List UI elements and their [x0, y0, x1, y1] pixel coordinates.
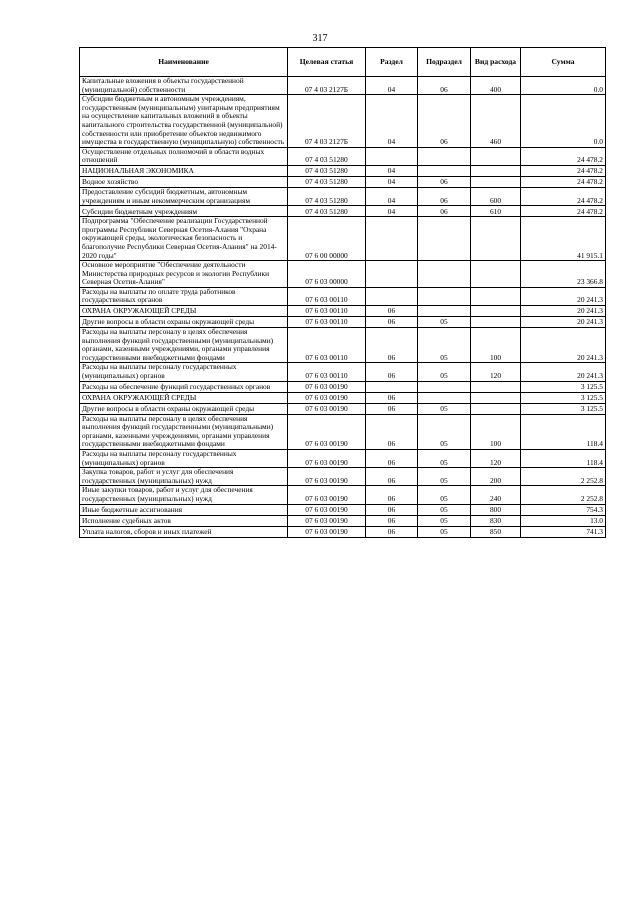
- cell-section: [366, 261, 418, 288]
- cell-section: 06: [366, 450, 418, 468]
- cell-section: 06: [366, 414, 418, 449]
- table-row: [80, 486, 606, 504]
- cell-subsection: 05: [418, 450, 471, 468]
- cell-section: 06: [366, 306, 418, 317]
- table-row: [80, 504, 606, 515]
- cell-section: 04: [366, 165, 418, 176]
- cell-expense-type: 600: [471, 187, 521, 205]
- cell-expense-type: [471, 392, 521, 403]
- cell-name: Расходы на выплаты персоналу в целях обеспечения выполнения функций государственными (муниципальными) органами, казенными учреждениями, органами управления государственными внебюджетными фондами: [80, 328, 288, 363]
- cell-amount: 2 252.8: [521, 468, 606, 486]
- cell-section: 06: [366, 392, 418, 403]
- cell-subsection: 06: [418, 77, 471, 95]
- cell-amount: 20 241.3: [521, 328, 606, 363]
- cell-section: 04: [366, 77, 418, 95]
- cell-expense-type: 120: [471, 450, 521, 468]
- cell-amount: 41 915.1: [521, 217, 606, 261]
- cell-name: Иные закупки товаров, работ и услуг для обеспечения государственных (муниципальных) нужд: [80, 486, 288, 504]
- cell-expense-type: [471, 165, 521, 176]
- cell-section: 06: [366, 363, 418, 381]
- cell-section: [366, 217, 418, 261]
- cell-section: [366, 147, 418, 165]
- cell-subsection: [418, 261, 471, 288]
- cell-name: Расходы на выплаты персоналу в целях обеспечения выполнения функций государственными (муниципальными) органами, казенными учреждениями, органами управления государственными внебюджетными фондами: [80, 414, 288, 449]
- cell-expense-type: 610: [471, 206, 521, 217]
- table-row: [80, 392, 606, 403]
- cell-subsection: [418, 306, 471, 317]
- cell-subsection: [418, 392, 471, 403]
- table-row: [80, 403, 606, 414]
- cell-target: 07 6 03 00110: [288, 317, 366, 328]
- cell-name: Иные бюджетные ассигнования: [80, 504, 288, 515]
- cell-name: Другие вопросы в области охраны окружающей среды: [80, 403, 288, 414]
- cell-section: 04: [366, 176, 418, 187]
- cell-subsection: 05: [418, 328, 471, 363]
- cell-expense-type: 830: [471, 515, 521, 526]
- table-row: [80, 363, 606, 381]
- header-amount: Сумма: [521, 48, 606, 77]
- table-row: [80, 381, 606, 392]
- table-row: [80, 165, 606, 176]
- cell-amount: 3 125.5: [521, 392, 606, 403]
- budget-table: [79, 47, 606, 538]
- cell-target: 07 6 03 00190: [288, 450, 366, 468]
- cell-target: 07 6 03 00110: [288, 328, 366, 363]
- cell-expense-type: [471, 261, 521, 288]
- cell-name: ОХРАНА ОКРУЖАЮЩЕЙ СРЕДЫ: [80, 306, 288, 317]
- header-section: Раздел: [366, 48, 418, 77]
- cell-section: 06: [366, 328, 418, 363]
- cell-expense-type: [471, 176, 521, 187]
- table-row: [80, 526, 606, 537]
- cell-target: 07 6 03 00190: [288, 468, 366, 486]
- cell-name: Расходы на выплаты персоналу государственных (муниципальных) органов: [80, 363, 288, 381]
- cell-amount: 24 478.2: [521, 176, 606, 187]
- table-row: [80, 414, 606, 449]
- cell-target: 07 6 03 00110: [288, 287, 366, 305]
- cell-subsection: [418, 165, 471, 176]
- cell-expense-type: 100: [471, 328, 521, 363]
- cell-expense-type: [471, 381, 521, 392]
- cell-section: 06: [366, 515, 418, 526]
- cell-target: 07 6 03 00190: [288, 526, 366, 537]
- table-row: [80, 77, 606, 95]
- cell-name: Закупка товаров, работ и услуг для обеспечения государственных (муниципальных) нужд: [80, 468, 288, 486]
- cell-subsection: [418, 287, 471, 305]
- cell-subsection: 06: [418, 95, 471, 148]
- cell-subsection: 05: [418, 414, 471, 449]
- cell-subsection: 05: [418, 515, 471, 526]
- table-row: [80, 515, 606, 526]
- table-row: [80, 328, 606, 363]
- cell-target: 07 4 03 2127Б: [288, 77, 366, 95]
- cell-expense-type: 100: [471, 414, 521, 449]
- cell-name: Расходы на выплаты персоналу государственных (муниципальных) органов: [80, 450, 288, 468]
- page-number: 317: [312, 33, 328, 44]
- header-subsection: Подраздел: [418, 48, 471, 77]
- cell-amount: 24 478.2: [521, 187, 606, 205]
- cell-name: Осуществление отдельных полномочий в области водных отношений: [80, 147, 288, 165]
- cell-amount: 20 241.3: [521, 306, 606, 317]
- cell-section: 06: [366, 468, 418, 486]
- cell-name: Расходы на обеспечение функций государственных органов: [80, 381, 288, 392]
- cell-subsection: 05: [418, 468, 471, 486]
- cell-target: 07 6 03 00110: [288, 363, 366, 381]
- table-row: [80, 176, 606, 187]
- cell-subsection: 05: [418, 486, 471, 504]
- cell-amount: 3 125.5: [521, 403, 606, 414]
- table-row: [80, 206, 606, 217]
- cell-amount: 20 241.3: [521, 317, 606, 328]
- cell-amount: 118.4: [521, 414, 606, 449]
- cell-target: 07 6 00 00000: [288, 217, 366, 261]
- cell-subsection: [418, 217, 471, 261]
- cell-subsection: 05: [418, 403, 471, 414]
- cell-amount: 741.3: [521, 526, 606, 537]
- cell-target: 07 6 03 00000: [288, 261, 366, 288]
- cell-expense-type: 240: [471, 486, 521, 504]
- cell-target: 07 6 03 00190: [288, 414, 366, 449]
- cell-expense-type: [471, 147, 521, 165]
- cell-section: 06: [366, 486, 418, 504]
- table-row: [80, 450, 606, 468]
- cell-name: Расходы на выплаты по оплате труда работников государственных органов: [80, 287, 288, 305]
- cell-name: Субсидии бюджетным и автономным учреждениям, государственным (муниципальным) унитарным предприятиям на осуществление капитальных вложений в объекты капитального строительства государственной (муниципальной) собственности или приобретение объектов недвижимого имущества в государственную (муниципальную) собственность: [80, 95, 288, 148]
- cell-target: 07 6 03 00190: [288, 515, 366, 526]
- cell-amount: 24 478.2: [521, 165, 606, 176]
- cell-expense-type: 120: [471, 363, 521, 381]
- cell-section: [366, 381, 418, 392]
- table-row: [80, 187, 606, 205]
- table-row: [80, 468, 606, 486]
- cell-subsection: 05: [418, 363, 471, 381]
- cell-section: 06: [366, 504, 418, 515]
- cell-amount: 23 366.8: [521, 261, 606, 288]
- cell-expense-type: [471, 217, 521, 261]
- cell-subsection: 06: [418, 206, 471, 217]
- cell-target: 07 4 03 51280: [288, 147, 366, 165]
- table-row: [80, 287, 606, 305]
- cell-subsection: 05: [418, 526, 471, 537]
- cell-amount: 0.0: [521, 77, 606, 95]
- cell-target: 07 4 03 51280: [288, 187, 366, 205]
- cell-expense-type: 800: [471, 504, 521, 515]
- cell-section: 06: [366, 526, 418, 537]
- cell-amount: 20 241.3: [521, 363, 606, 381]
- cell-subsection: 06: [418, 187, 471, 205]
- cell-section: 06: [366, 317, 418, 328]
- cell-name: НАЦИОНАЛЬНАЯ ЭКОНОМИКА: [80, 165, 288, 176]
- cell-expense-type: [471, 403, 521, 414]
- cell-name: Подпрограмма "Обеспечение реализации Государственной программы Республики Северная Осетия-Алания "Охрана окружающей среды, экологическая безопасность и благополучие Республики Северная Осетия-Алания" на 2014-2020 годы": [80, 217, 288, 261]
- table-row: [80, 261, 606, 288]
- cell-amount: 3 125.5: [521, 381, 606, 392]
- cell-target: 07 4 03 51280: [288, 165, 366, 176]
- cell-name: Водное хозяйство: [80, 176, 288, 187]
- cell-amount: 118.4: [521, 450, 606, 468]
- table-row: [80, 95, 606, 148]
- table-row: [80, 317, 606, 328]
- cell-name: Уплата налогов, сборов и иных платежей: [80, 526, 288, 537]
- cell-section: [366, 287, 418, 305]
- cell-amount: 20 241.3: [521, 287, 606, 305]
- cell-subsection: 05: [418, 317, 471, 328]
- cell-name: ОХРАНА ОКРУЖАЮЩЕЙ СРЕДЫ: [80, 392, 288, 403]
- cell-target: 07 4 03 51280: [288, 176, 366, 187]
- cell-expense-type: [471, 287, 521, 305]
- cell-expense-type: 460: [471, 95, 521, 148]
- header-target: Целевая статья: [288, 48, 366, 77]
- cell-expense-type: 200: [471, 468, 521, 486]
- cell-target: 07 6 03 00190: [288, 486, 366, 504]
- cell-name: Предоставление субсидий бюджетным, автономным учреждениям и иным некоммерческим организациям: [80, 187, 288, 205]
- cell-expense-type: 850: [471, 526, 521, 537]
- cell-subsection: 06: [418, 176, 471, 187]
- cell-amount: 24 478.2: [521, 206, 606, 217]
- cell-amount: 24 478.2: [521, 147, 606, 165]
- cell-target: 07 6 03 00190: [288, 504, 366, 515]
- cell-expense-type: [471, 317, 521, 328]
- cell-target: 07 6 03 00110: [288, 306, 366, 317]
- cell-section: 04: [366, 95, 418, 148]
- cell-name: Субсидии бюджетным учреждениям: [80, 206, 288, 217]
- cell-target: 07 6 03 00190: [288, 392, 366, 403]
- cell-name: Другие вопросы в области охраны окружающей среды: [80, 317, 288, 328]
- cell-target: 07 4 03 2127Б: [288, 95, 366, 148]
- cell-expense-type: 400: [471, 77, 521, 95]
- cell-amount: 754.3: [521, 504, 606, 515]
- table-header-row: [80, 48, 606, 77]
- cell-name: Исполнение судебных актов: [80, 515, 288, 526]
- cell-expense-type: [471, 306, 521, 317]
- cell-section: 06: [366, 403, 418, 414]
- cell-target: 07 4 03 51280: [288, 206, 366, 217]
- cell-subsection: [418, 381, 471, 392]
- header-expense-type: Вид расхода: [471, 48, 521, 77]
- cell-amount: 2 252.8: [521, 486, 606, 504]
- table-row: [80, 147, 606, 165]
- cell-subsection: [418, 147, 471, 165]
- cell-name: Основное мероприятие "Обеспечение деятельности Министерства природных ресурсов и экологии Республики Северная Осетия-Алания": [80, 261, 288, 288]
- cell-amount: 13.0: [521, 515, 606, 526]
- cell-subsection: 05: [418, 504, 471, 515]
- cell-section: 04: [366, 187, 418, 205]
- cell-name: Капитальные вложения в объекты государственной (муниципальной) собственности: [80, 77, 288, 95]
- cell-target: 07 6 03 00190: [288, 381, 366, 392]
- table-row: [80, 217, 606, 261]
- cell-target: 07 6 03 00190: [288, 403, 366, 414]
- cell-amount: 0.0: [521, 95, 606, 148]
- header-name: Наименование: [80, 48, 288, 77]
- cell-section: 04: [366, 206, 418, 217]
- table-row: [80, 306, 606, 317]
